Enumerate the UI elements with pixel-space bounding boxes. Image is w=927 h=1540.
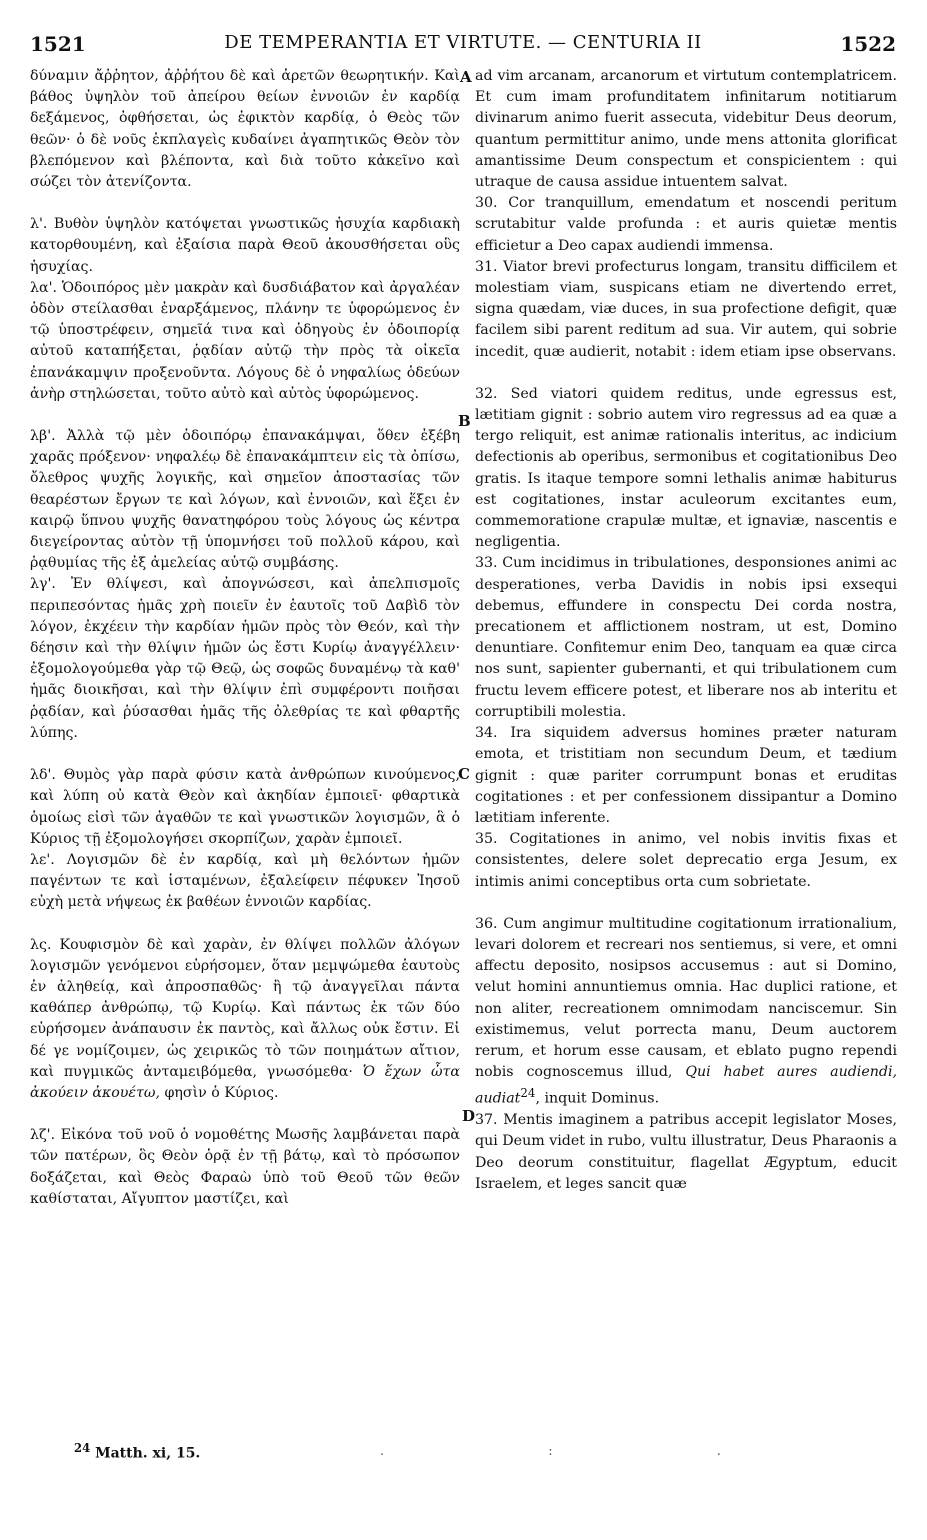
page-header <box>30 32 896 62</box>
greek-paragraph-33: λγ'. Ἐν θλίψεσι, καὶ ἀπογνώσεσι, καὶ ἀπελπισμοῖς περιπεσόντας ἡμᾶς χρὴ ποιεῖν ἐν ἑαυτοῖς τοῦ Δαβὶδ τὸν λόγον, ἐκχέειν τὴν καρδίαν ἡμῶν πρὸς τὸν Θεόν, καὶ τὴν δέησιν καὶ τὴν θλίψιν ἡμῶν ὡς ἔστι Κυρίῳ ἀναγγέλλειν· ἐξομολογούμεθα γὰρ τῷ Θεῷ, ὡς σοφῶς δυναμένῳ τὰ καθ' ἡμᾶς διοικῆσαι, καὶ τὴν θλίψιν ἐπὶ συμφέροντι ποιῆσαι ῥᾳδίαν, καὶ ῥύσασθαι ἡμᾶς τῆς ὀλεθρίας τε καὶ φθαρτῆς λύπης. <box>30 576 460 741</box>
latin-paragraph-36-end: , inquit Dominus. <box>535 1091 660 1108</box>
footnote-marker: 24 <box>74 1441 91 1455</box>
latin-paragraph-30: 30. Cor tranquillum, emendatum et noscendi peritum scrutabitur valde profunda : et auris quietæ mentis efficietur a Deo capax audiendi immensa. <box>475 195 897 254</box>
paragraph-gap <box>30 914 460 935</box>
footnote-text: Matth. xi, 15. <box>95 1445 201 1462</box>
margin-marker-d: D <box>462 1107 476 1125</box>
greek-column <box>30 66 460 1210</box>
greek-paragraph-30: λ'. Βυθὸν ὑψηλὸν κατόψεται γνωστικῶς ἡσυχία καρδιακὴ κατορθουμένη, καὶ ἐξαίσια παρὰ Θεοῦ ἀκουσθήσεται οὓς ἡσυχίας. <box>30 216 460 275</box>
latin-scripture-quote: Qui habet aures audiendi, audiat <box>475 1064 897 1108</box>
latin-paragraph-34: 34. Ira siquidem adversus homines præter naturam emota, et tristitiam non secundum Deum, et tædium gignit : quæ pariter corrumpunt bonas et eruditas cogitationes : et per confessionem dissipantur a Domino lætitiam inferente. <box>475 725 897 826</box>
latin-paragraph-31: 31. Viator brevi profecturus longam, transitu difficilem et molestiam viam, suspicans etiam ne divertendo erret, signa quædam, viæ duces, in sua profectione defigit, quæ facilem sibi parent reditum ad sua. Vir autem, qui sobrie incedit, quæ audierit, notabit : idem etiam ipse observans. <box>475 258 897 360</box>
greek-paragraph-36 <box>30 935 460 1105</box>
latin-paragraph-36 <box>475 914 897 1111</box>
page-number-left: 1521 <box>30 32 86 56</box>
latin-column <box>475 66 897 1195</box>
greek-paragraph-36-text: λς. Κουφισμὸν δὲ καὶ χαρὰν, ἐν θλίψει πολλῶν ἀλόγων λογισμῶν γενόμενοι εὑρήσομεν, ὅταν μεμψώμεθα ἑαυτοὺς ἐν ἀληθείᾳ, καὶ ἀπροσπαθῶς· ἢ τῷ ἀναγγεῖλαι πάντα καθάπερ ἀνθρώπῳ, τῷ Κυρίῳ. Καὶ πάντως ἐκ τῶν δύο εὑρήσομεν ἀνάπαυσιν ἐκ παντὸς, καὶ ἄλλως οὐκ ἔστιν. Εἰ δέ γε νομίζοιμεν, ὡς χειρικῶς τὸ τῶν ποιημάτων αἴτιον, καὶ πυγμικῶς ἀνταμειβόμεθα, γνωσόμεθα· <box>30 936 460 1080</box>
latin-paragraph-32: 32. Sed viatori quidem reditus, unde egressus est, lætitiam gignit : sobrio autem viro regressus ad ea quæ a tergo reliquit, est animæ rationalis interitus, ac indicium defectionis ab operibus, sermonibus et cogitationibus Deo gratis. Is itaque tempore somni lethalis animæ habiturus est cogitationes, instar aculeorum excitantes eum, commemoratione crapulæ multæ, et ignaviæ, nascentis e negligentia. <box>475 385 897 551</box>
scan-marks: . : . <box>380 1444 801 1459</box>
paragraph-gap <box>30 1104 460 1125</box>
margin-marker-a: A <box>460 68 472 86</box>
latin-paragraph-33: 33. Cum incidimus in tribulationes, desponsiones animi ac desperationes, verba Davidis in nobis ipsi exsequi debemus, effundere in conspectu Dei corda nostra, precationem et afflictionem nostram, ut est, Domino denuntiare. Confitemur enim Deo, tanquam ea quæ circa nos sunt, sapienter gubernanti, et qui tribulationem cum fructu levem efficere potest, et liberare nos ab interitu et corruptibili molestia. <box>475 555 897 720</box>
paragraph-gap <box>475 893 897 914</box>
greek-paragraph-34: λδ'. Θυμὸς γὰρ παρὰ φύσιν κατὰ ἀνθρώπων κινούμενος, καὶ λύπη οὐ κατὰ Θεὸν καὶ ἀκηδίαν ἐμποιεῖ· φθαρτικὰ ὁμοίως εἰσὶ τῶν ἀγαθῶν τε καὶ γνωστικῶν λογισμῶν, ἃ ὁ Κύριος τῇ ἐξομολογήσει σκορπίζων, χαρὰν ἐμποιεῖ. <box>30 767 460 847</box>
latin-paragraph-35: 35. Cogitationes in animo, vel nobis invitis fixas et consistentes, delere solet deprecatio erga Jesum, ex intimis animi conceptibus orta cum sobrietate. <box>475 831 897 890</box>
greek-paragraph-continuation: δύναμιν ἄῤῥητον, ἀῤῥήτου δὲ καὶ ἀρετῶν θεωρητικήν. Καὶ βάθος ὑψηλὸν τοῦ ἀπείρου θείων ἐννοιῶν ἐν καρδίᾳ δεξάμενος, ὀφθήσεται, ὡς ἐφικτὸν καρδίᾳ, ὁ Θεὸς τῶν θεῶν· ὁ δὲ νοῦς ἐκπλαγεὶς κυδαίνει ἀγαπητικῶς Θεὸν τὸν βλεπόμενον καὶ βλέποντα, καὶ διὰ τοῦτο κἀκεῖνο καὶ σώζει τὸν ἀτενίζοντα. <box>30 68 460 191</box>
latin-paragraph-continuation: ad vim arcanam, arcanorum et virtutum contemplatricem. Et cum imam profunditatem infinitarum notitiarum divinarum animo fuerit assecuta, videbitur Deus deorum, quantum permittitur animo, unde mens attonita glorificat amantissime Deum conspectum et conspicientem : qui utraque de causa assidue intuentem salvat. <box>475 68 897 191</box>
margin-marker-c: C <box>458 765 470 783</box>
greek-paragraph-31: λα'. Ὁδοιπόρος μὲν μακρὰν καὶ δυσδιάβατον καὶ ἀργαλέαν ὁδὸν στείλασθαι ἐναρξάμενος, πλάνην τε ὑφορώμενος ἐν τῷ ὑποστρέφειν, σημεῖά τινα καὶ ὁδηγοὺς ἐν ὁδοιπορίᾳ αὐτοῦ καταπήξεται, ῥᾳδίαν αὐτῷ τὴν πρὸς τὰ οἰκεῖα ἐπανάκαμψιν προξενοῦντα. Λόγους δὲ ὁ νηφαλίως ὁδεύων ἀνὴρ στηλώσεται, τοῦτο αὐτὸ καὶ αὐτὸς ὑφορώμενος. <box>30 279 460 402</box>
paragraph-gap <box>30 405 460 426</box>
paragraph-gap <box>30 193 460 214</box>
running-title: DE TEMPERANTIA ET VIRTUTE. — CENTURIA II <box>224 32 702 53</box>
greek-paragraph-37: λζ'. Εἰκόνα τοῦ νοῦ ὁ νομοθέτης Μωσῆς λαμβάνεται παρὰ τῶν πατέρων, ὃς Θεὸν ὁρᾷ ἐν τῇ βάτῳ, καὶ τὸ πρόσωπον δοξάζεται, καὶ Θεὸς Φαραὼ ὑπὸ τοῦ Θεοῦ τῶν θεῶν καθίσταται, Αἴγυπτον μαστίζει, καὶ <box>30 1127 460 1207</box>
page-number-right: 1522 <box>840 32 896 56</box>
margin-marker-b: B <box>458 412 471 430</box>
footnote-reference: 24 <box>520 1086 536 1101</box>
latin-paragraph-37: 37. Mentis imaginem a patribus accepit legislator Moses, qui Deum videt in rubo, vultu illustratur, Deus Pharaonis a Deo deorum constituitur, flagellat Ægyptum, educit Israelem, et leges sancit quæ <box>475 1112 897 1192</box>
greek-paragraph-35: λε'. Λογισμῶν δὲ ἐν καρδίᾳ, καὶ μὴ θελόντων ἡμῶν παγέντων τε καὶ ἱσταμένων, ἐξαλείφειν πέφυκεν Ἰησοῦ εὐχὴ μετὰ νήψεως ἐκ βαθέων ἐννοιῶν καρδίας. <box>30 851 460 911</box>
paragraph-gap <box>30 744 460 765</box>
footnote <box>74 1441 200 1462</box>
paragraph-gap <box>475 363 897 384</box>
greek-scripture-quote: Ὁ ἔχων ὦτα ἀκούειν ἀκουέτω, <box>30 1063 460 1101</box>
greek-paragraph-32: λβ'. Ἀλλὰ τῷ μὲν ὁδοιπόρῳ ἐπανακάμψαι, ὅθεν ἐξέβη χαρᾶς πρόξενον· νηφαλέῳ δὲ ἐπανακάμπτειν εἰς τὰ ὀπίσω, ὄλεθρος ψυχῆς λογικῆς, καὶ σημεῖον ἀποστασίας τῶν θεαρέστων ἔργων τε καὶ λόγων, καὶ ἐννοιῶν, καὶ ἕξει ἐν καιρῷ ὕπνου ψυχῆς θανατηφόρου τοὺς λόγους ὡς κέντρα διεγείροντας αὐτὸν τῇ ὑπομνήσει τοῦ πολλοῦ κάρου, καὶ ῥᾳθυμίας τῆς ἐξ ἀμελείας αὐτῷ συμβάσης. <box>30 428 460 572</box>
latin-paragraph-36-text: 36. Cum angimur multitudine cogitationum irrationalium, levari dolorem et recreari nos sentiemus, si vere, et omni affectu deposito, nosipsos accusemus : aut si Domino, velut homini annuntiemus omnia. Hac duplici ratione, et non aliter, recreationem omnimodam nanciscemur. Sin existimemus, velut porrecta manu, Deum auctorem rerum, et horum esse causam, et eblato pugno rependi nobis cognoscemus illud, <box>475 915 897 1081</box>
greek-paragraph-36-end: φησὶν ὁ Κύριος. <box>164 1084 279 1101</box>
